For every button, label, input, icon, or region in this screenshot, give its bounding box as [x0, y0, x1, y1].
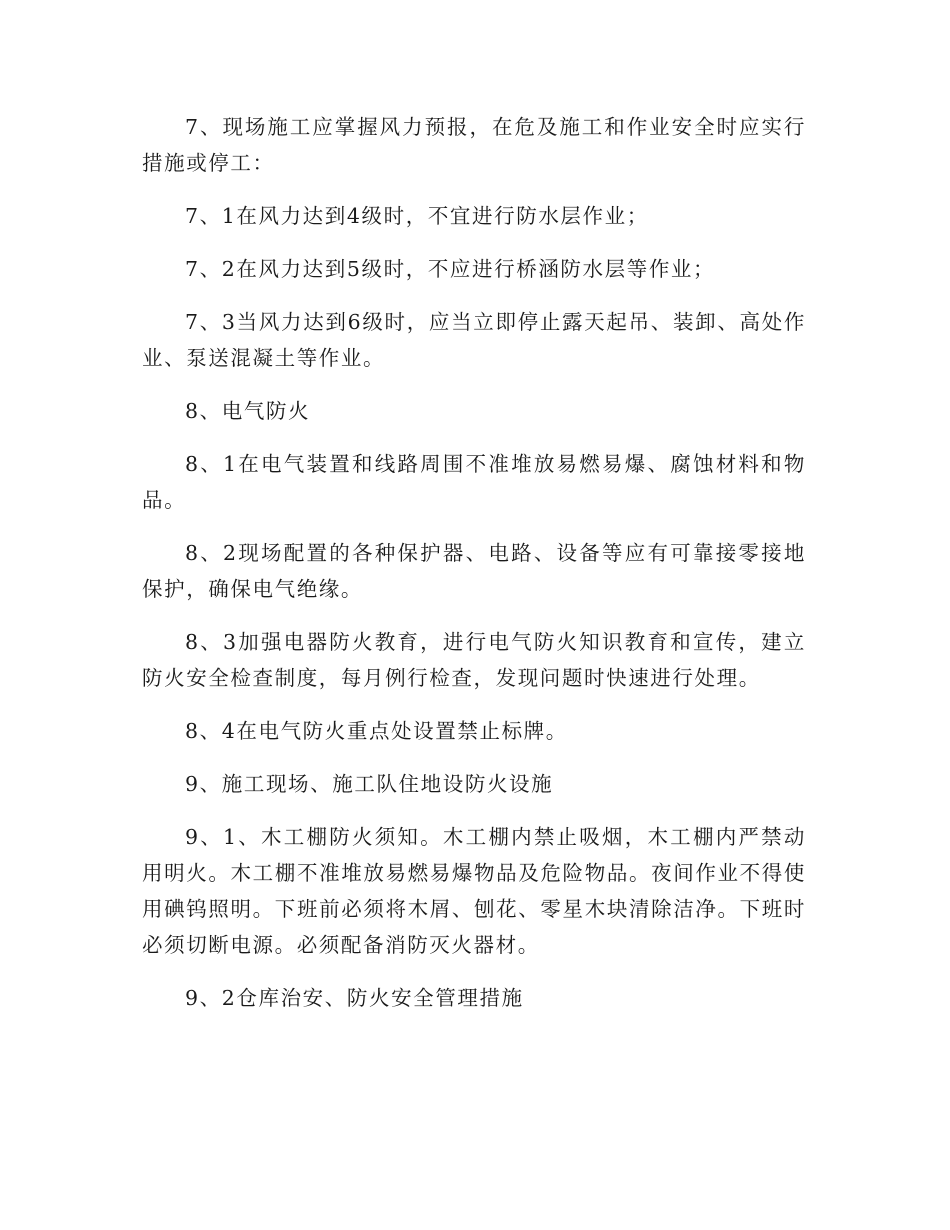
section-heading-8: 8、电气防火 — [185, 399, 311, 423]
section-heading-9: 9、施工现场、施工队住地设防火设施 — [185, 772, 554, 796]
paragraph-7-2: 7、2在风力达到5级时，不应进行桥涵防水层等作业； — [185, 257, 716, 281]
document-body — [142, 109, 806, 1033]
paragraph-7: 7、现场施工应掌握风力预报，在危及施工和作业安全时应实行措施或停工： — [142, 115, 806, 175]
paragraph-9-1: 9、1、木工棚防火须知。木工棚内禁止吸烟，木工棚内严禁动用明火。木工棚不准堆放易燃易爆物品及危险物品。夜间作业不得使用碘钨照明。下班前必须将木屑、刨花、零星木块清除洁净。下班时必须切断电源。必须配备消防灭火器材。 — [142, 825, 806, 957]
paragraph-9-2: 9、2仓库治安、防火安全管理措施 — [185, 986, 524, 1010]
paragraph-7-1: 7、1在风力达到4级时，不宜进行防水层作业； — [185, 204, 649, 228]
paragraph-8-1: 8、1在电气装置和线路周围不准堆放易燃易爆、腐蚀材料和物品。 — [142, 452, 806, 512]
paragraph-8-3: 8、3加强电器防火教育，进行电气防火知识教育和宣传，建立防火安全检查制度，每月例行检查，发现问题时快速进行处理。 — [142, 630, 806, 690]
paragraph-8-4: 8、4在电气防火重点处设置禁止标牌。 — [185, 719, 568, 743]
paragraph-8-2: 8、2现场配置的各种保护器、电路、设备等应有可靠接零接地保护，确保电气绝缘。 — [142, 541, 806, 601]
paragraph-7-3: 7、3当风力达到6级时，应当立即停止露天起吊、装卸、高处作业、泵送混凝土等作业。 — [142, 310, 806, 370]
